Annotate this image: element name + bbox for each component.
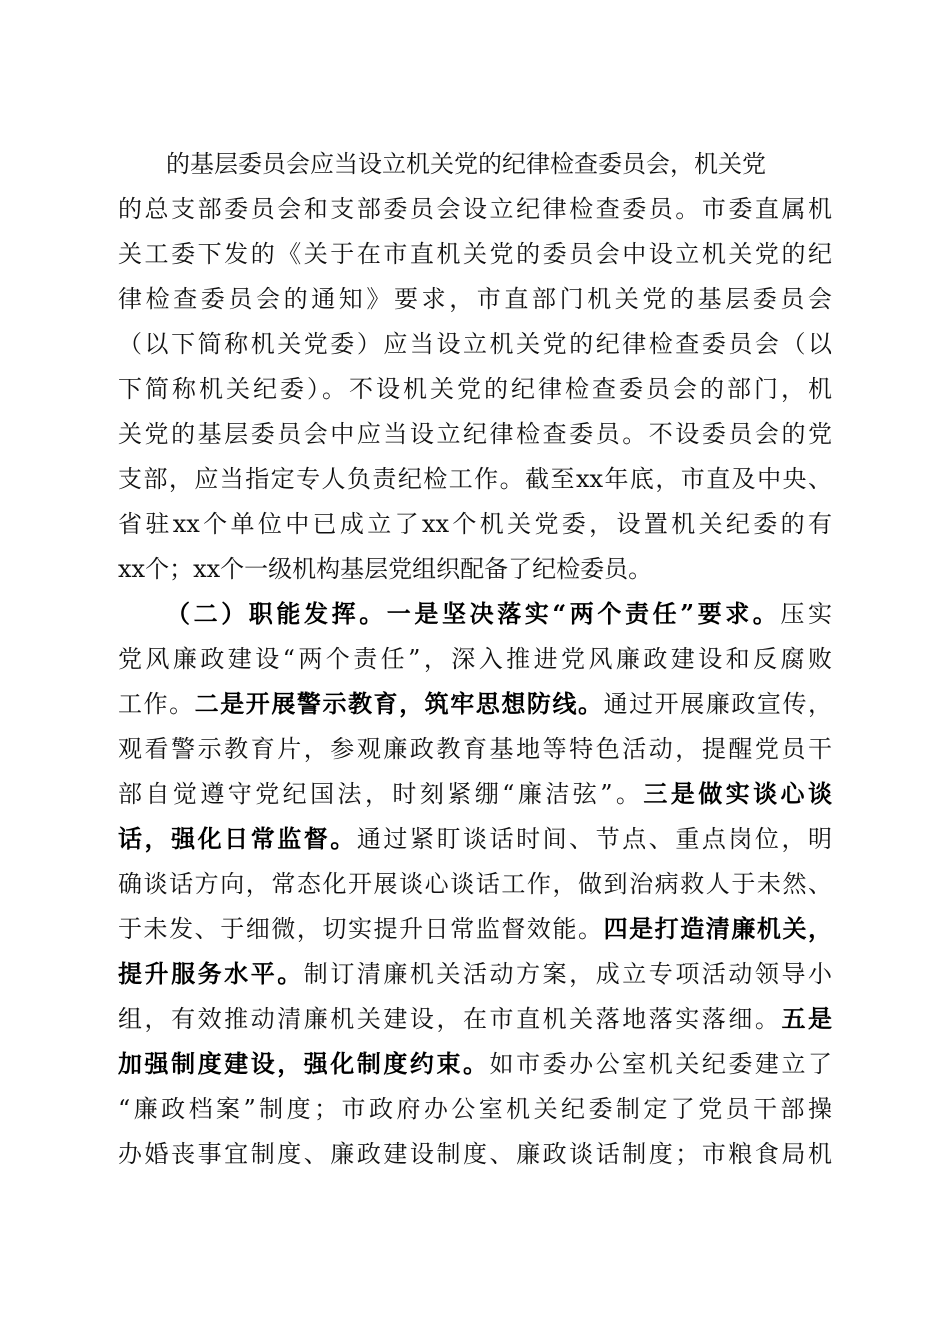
bold-heading-text: 四是打造清廉机关， [603,914,832,943]
bold-heading-text: （二）职能发挥。一是坚决落实“两个责任”要求。 [166,599,781,628]
text-line [118,734,832,764]
bold-heading-text: 五是 [781,1004,832,1033]
text-line [118,1139,832,1169]
body-text-run: 支部，应当指定专人负责纪检工作。截至xx年底，市直及中央、 [118,465,832,493]
body-text-run: 部自觉遵守党纪国法，时刻紧绷“廉洁弦”。 [118,780,644,808]
body-text-run: 组，有效推动清廉机关建设，在市直机关落地落实落细。 [118,1005,782,1033]
body-text-run: 通过开展廉政宣传， [603,690,832,718]
text-line [118,554,832,584]
bold-heading-text: 二是开展警示教育，筑牢思想防线。 [194,689,604,718]
text-line [118,689,832,719]
text-line [118,374,832,404]
text-line [118,509,832,539]
text-line [118,1049,832,1079]
text-line [118,644,832,674]
bold-heading-text: 加强制度建设，强化制度约束。 [118,1049,490,1078]
bold-heading-text: 话，强化日常监督。 [118,824,357,853]
body-text-run: 的基层委员会应当设立机关党的纪律检查委员会，机关党 [166,150,766,178]
body-text-run: 于未发、于细微，切实提升日常监督效能。 [118,915,604,943]
body-text-run: 确谈话方向，常态化开展谈心谈话工作，做到治病救人于未然、 [118,870,832,898]
text-line [118,1094,832,1124]
body-text-run: 通过紧盯谈话时间、节点、重点岗位，明 [356,825,832,853]
text-line [118,419,832,449]
body-text-run: （以下简称机关党委）应当设立机关党的纪律检查委员会（以 [118,330,832,358]
body-text-run: 如市委办公室机关纪委建立了 [489,1050,832,1078]
text-line [166,149,832,179]
text-line [118,869,832,899]
body-text-run: 制订清廉机关活动方案，成立专项活动领导小 [303,960,832,988]
text-line [118,824,832,854]
body-text-run: 党风廉政建设“两个责任”，深入推进党风廉政建设和反腐败 [118,645,832,673]
bold-heading-text: 三是做实谈心谈 [643,779,832,808]
body-text-run: 律检查委员会的通知》要求，市直部门机关党的基层委员会 [118,285,832,313]
text-line [118,329,832,359]
text-line [118,914,832,944]
body-text-run: 省驻xx个单位中已成立了xx个机关党委，设置机关纪委的有 [118,510,832,538]
body-text-run: xx个；xx个一级机构基层党组织配备了纪检委员。 [118,555,653,583]
body-text-run: “廉政档案”制度；市政府办公室机关纪委制定了党员干部操 [118,1095,832,1123]
text-line [118,779,832,809]
text-line [118,239,832,269]
body-text-run: 工作。 [118,690,195,718]
body-text-run: 观看警示教育片，参观廉政教育基地等特色活动，提醒党员干 [118,735,832,763]
text-line [118,959,832,989]
body-text-run: 办婚丧事宜制度、廉政建设制度、廉政谈话制度；市粮食局机 [118,1140,832,1168]
body-text-run: 关党的基层委员会中应当设立纪律检查委员。不设委员会的党 [118,420,832,448]
body-text-run: 的总支部委员会和支部委员会设立纪律检查委员。市委直属机 [118,195,832,223]
text-line [118,194,832,224]
text-line [118,284,832,314]
body-text-run: 关工委下发的《关于在市直机关党的委员会中设立机关党的纪 [118,240,832,268]
body-text-run: 压实 [780,600,832,628]
text-line [118,1004,832,1034]
bold-heading-text: 提升服务水平。 [118,959,304,988]
text-line [166,599,832,629]
text-line [118,464,832,494]
body-text-run: 下简称机关纪委）。不设机关党的纪律检查委员会的部门，机 [118,375,832,403]
